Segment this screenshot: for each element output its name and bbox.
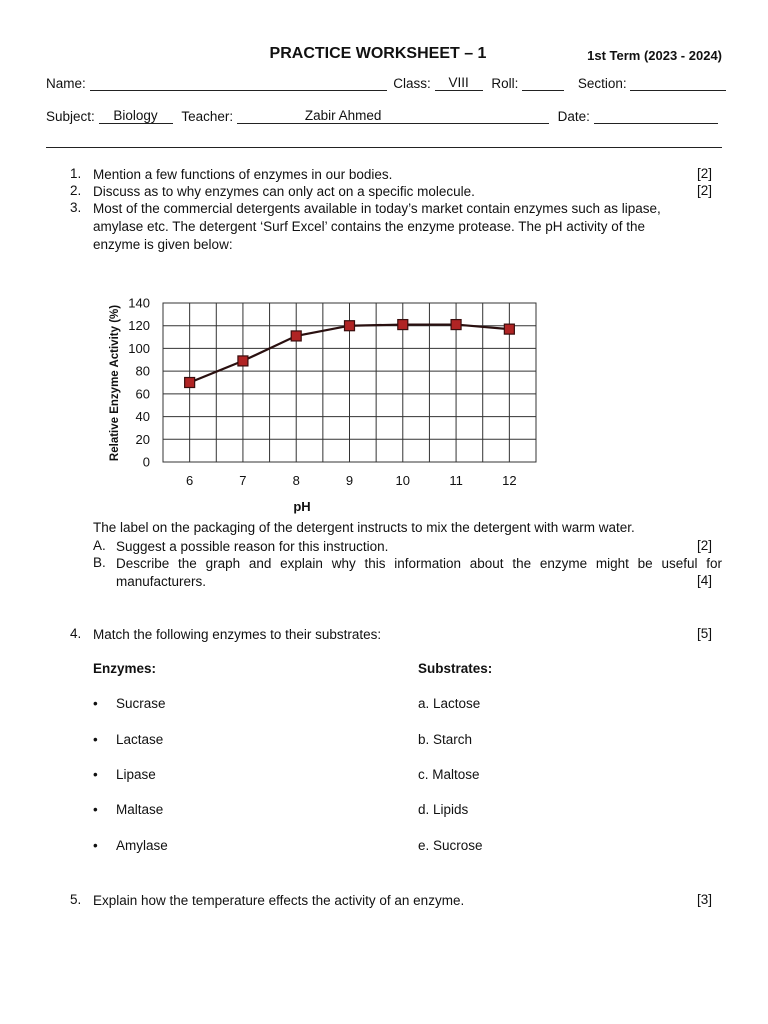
section-label: Section: bbox=[577, 76, 627, 91]
ph-activity-chart bbox=[100, 288, 550, 518]
question-marks: [2] bbox=[696, 166, 712, 181]
x-tick-label: 6 bbox=[186, 473, 194, 488]
substrate-item: d. Lipids bbox=[418, 802, 469, 817]
substrate-item: c. Maltose bbox=[418, 767, 480, 782]
y-tick-label: 0 bbox=[142, 454, 150, 470]
data-point bbox=[238, 356, 248, 366]
x-tick-label: 12 bbox=[502, 473, 517, 488]
section-field[interactable] bbox=[630, 75, 726, 91]
date-label: Date: bbox=[557, 109, 590, 124]
x-tick-label: 11 bbox=[449, 473, 463, 488]
header-row-1 bbox=[46, 75, 726, 91]
teacher-field[interactable] bbox=[237, 108, 549, 124]
question-marks: [3] bbox=[696, 892, 712, 907]
x-tick-label: 7 bbox=[239, 473, 247, 488]
x-tick-label: 10 bbox=[395, 473, 411, 488]
question-number: 3. bbox=[70, 200, 82, 215]
part-letter: B. bbox=[93, 555, 106, 570]
question-text: Most of the commercial detergents available in today’s market contain enzymes such as lipase, amylase etc. The detergent ‘Surf Excel’ contains the enzyme protease. The pH activity of the enzyme is given below: bbox=[93, 201, 661, 252]
roll-field[interactable] bbox=[522, 75, 564, 91]
y-tick-label: 60 bbox=[135, 386, 150, 402]
question-number: 2. bbox=[70, 183, 82, 198]
data-point bbox=[291, 331, 301, 341]
data-point bbox=[185, 378, 195, 388]
x-axis-ticks bbox=[186, 473, 517, 488]
data-point bbox=[398, 320, 408, 330]
term-label: 1st Term (2023 - 2024) bbox=[587, 48, 722, 63]
substrates-heading: Substrates: bbox=[418, 661, 493, 676]
name-field[interactable] bbox=[90, 75, 387, 91]
question-marks: [2] bbox=[696, 183, 712, 198]
class-label: Class: bbox=[393, 76, 431, 91]
roll-label: Roll: bbox=[491, 76, 519, 91]
y-tick-label: 20 bbox=[135, 431, 150, 447]
teacher-name: Zabir Ahmed bbox=[304, 108, 382, 123]
header-row-2 bbox=[46, 108, 718, 124]
question-marks: [5] bbox=[696, 626, 712, 641]
data-point bbox=[451, 320, 461, 330]
part-text: Suggest a possible reason for this instruction. bbox=[116, 539, 389, 554]
subject-label: Subject: bbox=[46, 109, 95, 124]
subject-field[interactable]: Biology bbox=[99, 108, 173, 124]
class-field[interactable]: VIII bbox=[435, 75, 483, 91]
question-text: Mention a few functions of enzymes in our bodies. bbox=[93, 167, 393, 182]
date-field[interactable] bbox=[594, 108, 718, 124]
part-text: Describe the graph and explain why this information about the enzyme might be useful for manufacturers. bbox=[116, 556, 722, 589]
part-marks: [2] bbox=[696, 538, 712, 553]
y-tick-label: 140 bbox=[128, 295, 150, 311]
y-tick-label: 80 bbox=[135, 363, 150, 379]
x-axis-label: pH bbox=[293, 499, 311, 514]
substrate-item: b. Starch bbox=[418, 732, 473, 747]
teacher-label: Teacher: bbox=[181, 109, 234, 124]
y-axis-ticks bbox=[128, 296, 150, 470]
part-marks: [4] bbox=[696, 573, 712, 588]
x-tick-label: 9 bbox=[345, 473, 354, 488]
worksheet-title: PRACTICE WORKSHEET – 1 bbox=[269, 45, 487, 62]
header-divider bbox=[46, 147, 722, 148]
data-point bbox=[345, 321, 355, 331]
y-tick-label: 40 bbox=[135, 409, 150, 425]
data-point bbox=[504, 324, 514, 334]
question-text: Explain how the temperature effects the activity of an enzyme. bbox=[93, 893, 465, 908]
question-text: Discuss as to why enzymes can only act on a specific molecule. bbox=[93, 184, 475, 199]
y-tick-label: 120 bbox=[128, 318, 150, 334]
question-number: 1. bbox=[70, 166, 82, 181]
substrate-item: a. Lactose bbox=[418, 696, 481, 711]
substrate-item: e. Sucrose bbox=[418, 838, 483, 853]
y-axis-label: Relative Enzyme Activity (%) bbox=[109, 304, 121, 462]
x-tick-label: 8 bbox=[292, 473, 300, 488]
enzymes-heading: Enzymes: bbox=[93, 661, 157, 676]
q3-context-text: The label on the packaging of the detergent instructs to mix the detergent with warm water. bbox=[93, 520, 635, 535]
part-letter: A. bbox=[93, 538, 106, 553]
question-number: 4. bbox=[70, 626, 82, 641]
question-text: Match the following enzymes to their substrates: bbox=[93, 627, 382, 642]
y-tick-label: 100 bbox=[128, 340, 150, 356]
name-label: Name: bbox=[46, 76, 86, 91]
question-number: 5. bbox=[70, 892, 82, 907]
